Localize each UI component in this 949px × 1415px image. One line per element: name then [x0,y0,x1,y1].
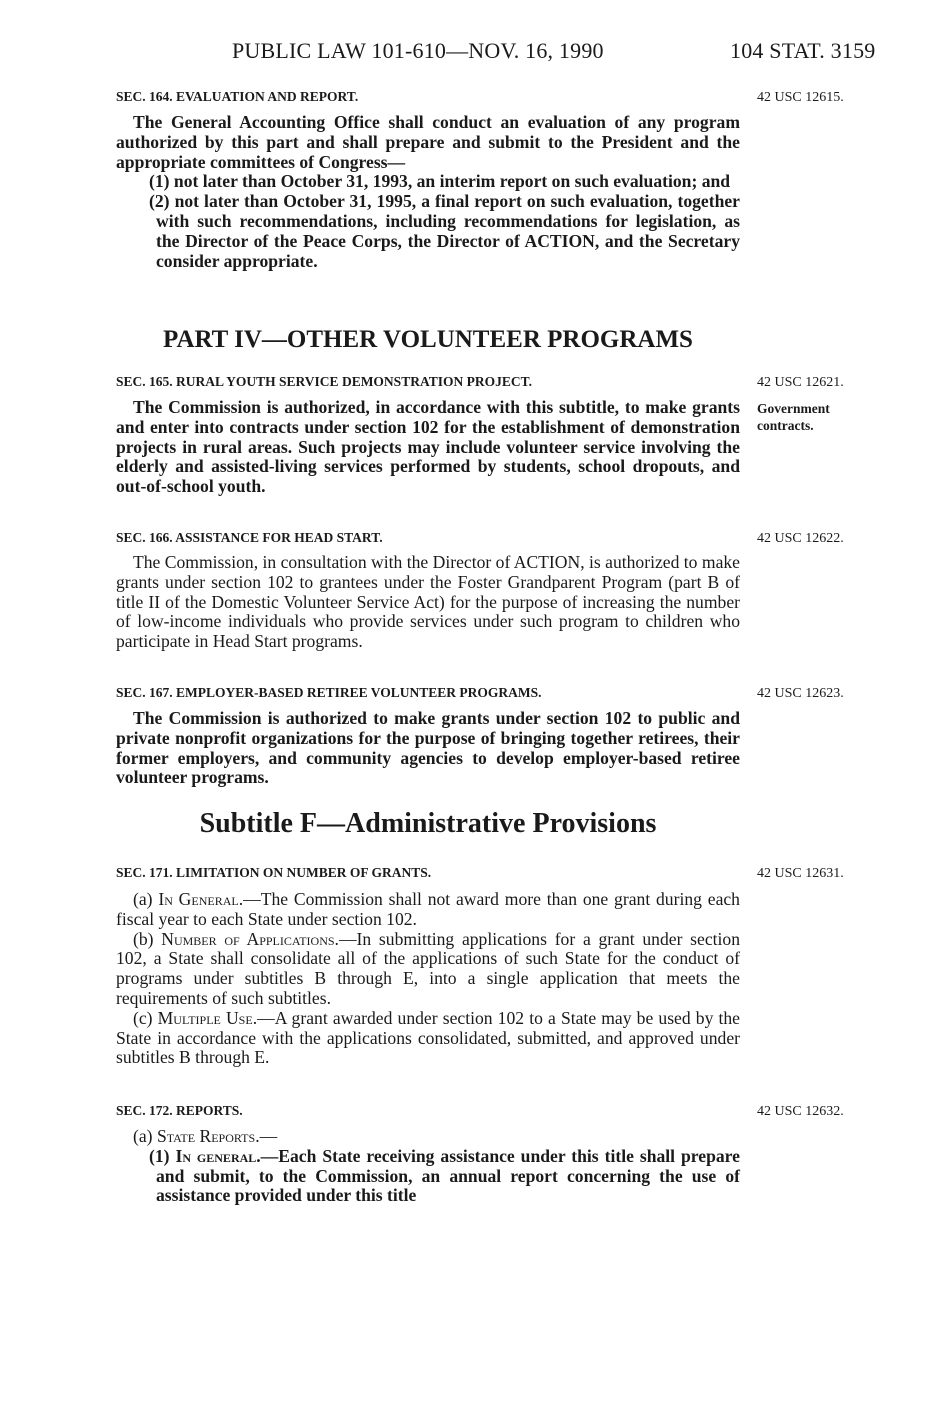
sec-171-heading: SEC. 171. LIMITATION ON NUMBER OF GRANTS. [116,865,432,880]
sec-166-heading: SEC. 166. ASSISTANCE FOR HEAD START. [116,530,383,545]
sec-172-a-label: (a) [133,1126,157,1146]
sec-171-b-caption: Number of Applications [161,928,335,949]
sec-172-body [116,1127,740,1206]
sec-172-item-1-text: .—Each State receiving assistance under this title shall prepare and submit, to the Commission, an annual report concerning the use of assistance provided under this title [156,1145,740,1206]
sec-171-body [116,890,740,1068]
running-head-left: PUBLIC LAW 101-610—NOV. 16, 1990 [232,38,604,63]
sec-165-margin-note: 42 USC 12621. [757,375,844,390]
sec-167-text: The Commission is authorized to make grants under section 102 to public and private nonprofit organizations for the purpose of bringing together retirees, their former employers, and community agencies to develop employer-based retiree volunteer programs. [116,708,740,788]
sec-167-margin-note: 42 USC 12623. [757,686,844,701]
sec-171-b-text: .—In submitting applications for a grant under section 102, a State shall consolidate all of the applications of such State for the conduct of programs under subtitles B through E, into a single application that meets the requirements of such subtitles. [116,928,740,1008]
sec-165-margin-note-contracts: Government contracts. [757,401,830,433]
subtitle-f-title: Subtitle F—Administrative Provisions [199,808,657,839]
sec-172-item-1 [116,1147,740,1206]
sec-172-a [116,1127,740,1147]
sec-167-body [116,709,740,788]
sec-172-a-text: .— [255,1126,278,1146]
sec-171-c-caption: Multiple Use [157,1007,253,1028]
sec-166-margin-note: 42 USC 12622. [757,531,844,546]
sec-171-a-caption: In General [158,889,239,909]
sec-164-item-1: (1) not later than October 31, 1993, an interim report on such evaluation; and [149,171,731,192]
part-iv-title: PART IV—OTHER VOLUNTEER PROGRAMS [163,326,693,353]
sec-164-intro: The General Accounting Office shall conduct an evaluation of any program authorized by this part and shall prepare and submit to the President and the appropriate committees of Congress— [116,112,740,172]
sec-164-heading: SEC. 164. EVALUATION AND REPORT. [116,89,359,104]
sec-171-b-label: (b) [133,928,162,949]
sec-165-text: The Commission is authorized, in accordance with this subtitle, to make grants and enter into contracts under section 102 for the establishment of demonstration projects in rural areas. Such projects may include volunteer service involving the elderly and assisted-living services performed by students, school dropouts, and out-of-school youth. [116,397,740,497]
sec-172-heading: SEC. 172. REPORTS. [116,1103,243,1118]
sec-172-a-caption: State Reports [156,1126,256,1146]
sec-171-a [116,890,740,930]
sec-164-item-2: (2) not later than October 31, 1995, a final report on such evaluation, together with such recommendations, including recommendations for legislation, as the Director of the Peace Corps, the Director of ACTION, and the Secretary consider appropriate. [149,191,740,271]
sec-164-body [116,113,740,271]
sec-165-body [116,398,740,497]
sec-171-a-text: .—The Commission shall not award more than one grant during each fiscal year to each State under section 102. [116,889,740,929]
running-head-right: 104 STAT. 3159 [730,38,876,63]
sec-165-heading: SEC. 165. RURAL YOUTH SERVICE DEMONSTRATION PROJECT. [116,374,532,389]
sec-171-c-label: (c) [133,1007,158,1028]
sec-166-body [116,553,740,652]
sec-171-a-label: (a) [133,889,159,909]
sec-164-margin-note: 42 USC 12615. [757,90,844,105]
sec-167-heading: SEC. 167. EMPLOYER-BASED RETIREE VOLUNTEER PROGRAMS. [116,685,542,700]
sec-171-c [116,1009,740,1068]
sec-166-text: The Commission, in consultation with the Director of ACTION, is authorized to make grants under section 102 to grantees under the Foster Grandparent Program (part B of title II of the Domestic Volunteer Service Act) for the purpose of increasing the number of low-income individuals who provide services under such program to children who participate in Head Start programs. [116,552,740,652]
sec-172-item-1-caption: In general [175,1145,257,1166]
sec-172-margin-note: 42 USC 12632. [757,1104,844,1119]
sec-171-margin-note: 42 USC 12631. [757,866,844,881]
sec-172-item-1-label: (1) [149,1145,176,1166]
sec-171-b [116,930,740,1009]
sec-171-c-text: .—A grant awarded under section 102 to a State may be used by the State in accordance with the applications consolidated, submitted, and approved under subtitles B through E. [116,1007,740,1068]
